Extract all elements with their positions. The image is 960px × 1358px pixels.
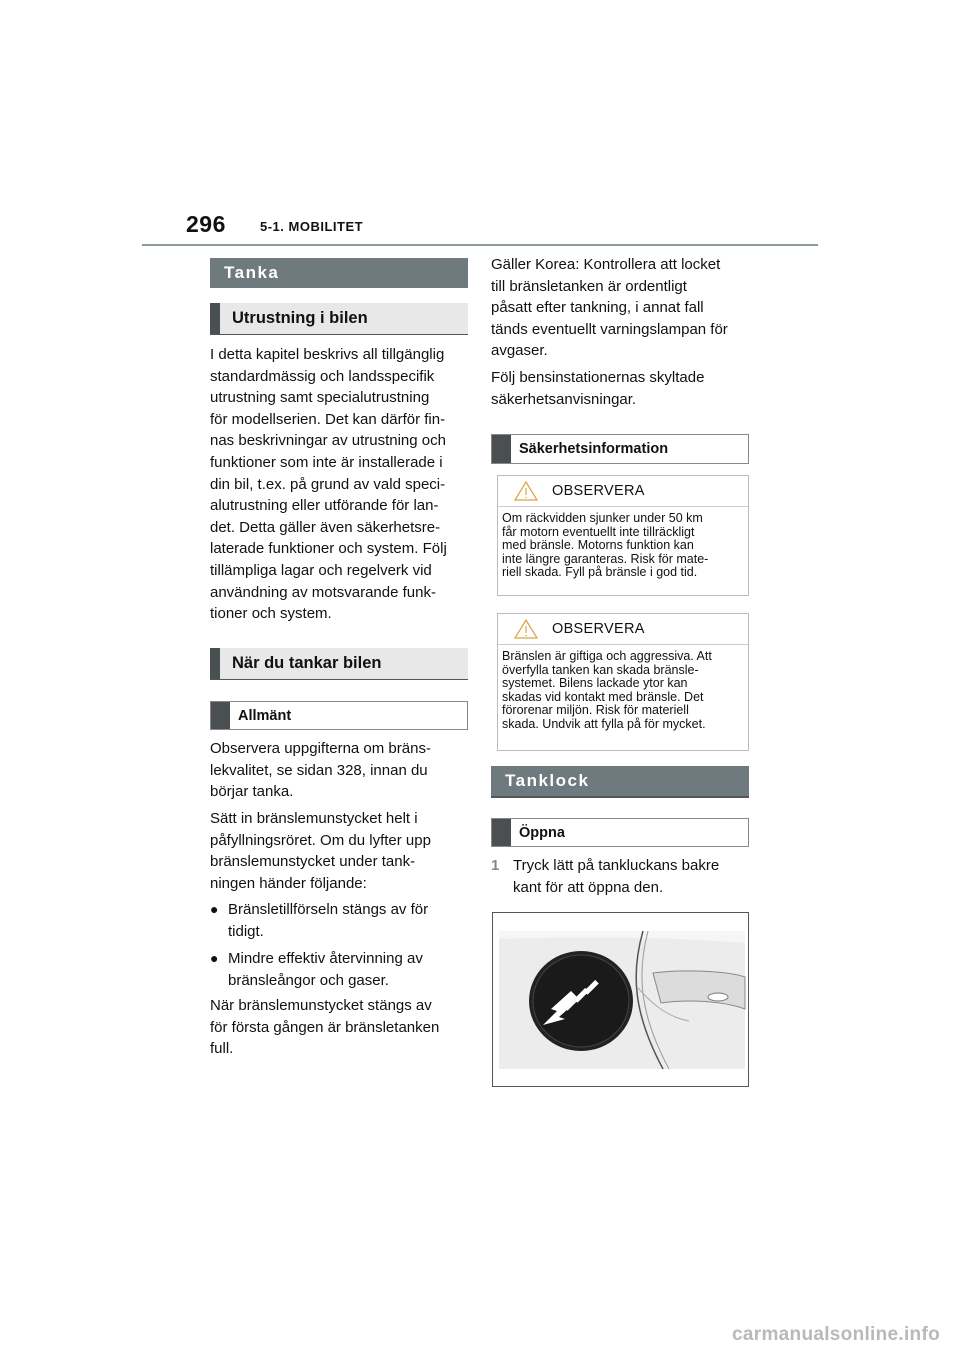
text-line: användning av motsvarande funk- <box>210 583 436 601</box>
text-line: laterade funktioner och system. Följ <box>210 540 447 558</box>
bullet-dot-icon: ● <box>210 950 219 967</box>
chapter-title: 5-1. MOBILITET <box>260 219 364 234</box>
text-line: får motorn eventuellt inte tillräckligt <box>502 524 695 539</box>
text-line: skada. Undvik att fylla på för mycket. <box>502 716 706 731</box>
text-line: med bränsle. Motorns funktion kan <box>502 538 694 552</box>
text-line: överfylla tanken kan skada bränsle- <box>502 662 699 677</box>
text-line: Följ bensinstationernas skyltade <box>491 369 705 386</box>
list-item <box>210 948 472 991</box>
text-line: bränsleångor och gaser. <box>228 971 389 989</box>
list-item <box>210 899 472 942</box>
text-line: ningen händer följande: <box>210 874 367 892</box>
text-line: för första gången är bränsletanken <box>210 1018 440 1036</box>
heading-underline <box>491 796 749 798</box>
text-line: Om räckvidden sjunker under 50 km <box>502 511 703 525</box>
text-line: tänds eventuellt varningslampan för <box>491 320 728 338</box>
warning-triangle-icon <box>514 619 538 639</box>
subheading-oppna <box>491 818 749 847</box>
general-paragraph-3 <box>210 995 472 1060</box>
text-line: nas beskrivningar av utrustning och <box>210 432 446 450</box>
section-heading-tanklock <box>491 766 749 796</box>
heading-marker <box>210 648 220 679</box>
subheading-allmant <box>210 701 468 730</box>
text-line: riell skada. Fyll på bränsle i god tid. <box>502 565 698 579</box>
bullet-dot-icon: ● <box>210 901 219 917</box>
text-line: påsatt efter tankning, i annat fall <box>491 299 704 317</box>
warning-text <box>498 507 748 580</box>
step-number: 1 <box>491 857 500 874</box>
fuel-flap-press-illustration-icon <box>493 913 749 1087</box>
subheading-sakerhet-label: Säkerhetsinformation <box>519 441 669 457</box>
text-line: avgaser. <box>491 342 548 360</box>
text-line: När bränslemunstycket stängs av <box>210 997 432 1014</box>
follow-paragraph <box>491 367 756 410</box>
general-paragraph-1 <box>210 738 472 803</box>
subheading-utrustning <box>210 303 468 335</box>
warning-header <box>498 476 748 506</box>
subheading-oppna-label: Öppna <box>519 824 565 841</box>
equipment-paragraph <box>210 344 472 625</box>
fuel-flap-figure <box>492 912 749 1087</box>
heading-marker <box>492 819 511 846</box>
text-line: utrustning samt specialutrustning <box>210 389 430 407</box>
text-line: inte längre garanteras. Risk för mate- <box>502 551 709 566</box>
warning-text <box>498 645 748 731</box>
text-line: skadas vid kontakt med bränsle. Det <box>502 689 704 704</box>
heading-marker <box>211 702 230 729</box>
section-heading-tanklock-label: Tanklock <box>505 771 590 790</box>
text-line: funktioner som inte är installerade i <box>210 453 443 471</box>
warning-box-2 <box>497 613 749 751</box>
text-line: börjar tanka. <box>210 783 294 801</box>
text-line: din bil, t.ex. på grund av vald speci- <box>210 475 446 493</box>
text-line: Bränsletillförseln stängs av för <box>228 901 429 918</box>
text-line: alutrustning eller utförande för lan- <box>210 497 439 515</box>
warning-box-1 <box>497 475 749 596</box>
text-line: Sätt in bränslemunstycket helt i <box>210 810 418 827</box>
text-line: säkerhetsanvisningar. <box>491 390 637 408</box>
text-line: Bränslen är giftiga och aggressiva. Att <box>502 649 712 663</box>
warning-triangle-icon <box>514 481 538 501</box>
subheading-tankar-bilen-label: När du tankar bilen <box>232 654 382 672</box>
warning-label: OBSERVERA <box>552 483 645 499</box>
subheading-utrustning-label: Utrustning i bilen <box>232 309 368 327</box>
text-line: systemet. Bilens lackade ytor kan <box>502 676 688 690</box>
heading-marker <box>492 435 511 463</box>
general-paragraph-2 <box>210 808 472 894</box>
text-line: lekvalitet, se sidan 328, innan du <box>210 761 428 779</box>
text-line: standardmässig och landsspecifik <box>210 367 435 385</box>
heading-marker <box>210 303 220 334</box>
text-line: tidigt. <box>228 922 264 940</box>
text-line: I detta kapitel beskrivs all tillgänglig <box>210 346 445 363</box>
text-line: påfyllningsröret. Om du lyfter upp <box>210 831 431 849</box>
watermark: carmanualsonline.info <box>732 1324 940 1345</box>
text-line: det. Detta gäller även säkerhetsre- <box>210 518 441 536</box>
warning-label: OBSERVERA <box>552 621 645 637</box>
text-line: förorenar miljön. Risk för materiell <box>502 703 689 717</box>
bullet-list <box>210 899 472 991</box>
text-line: Mindre effektiv återvinning av <box>228 950 423 968</box>
warning-header <box>498 614 748 644</box>
step-1 <box>491 855 756 898</box>
text-line: kant för att öppna den. <box>513 878 664 896</box>
text-line: Observera uppgifterna om bräns- <box>210 740 431 757</box>
subheading-sakerhet <box>491 434 749 464</box>
page-number: 296 <box>186 211 226 237</box>
text-line: Gäller Korea: Kontrollera att locket <box>491 256 721 273</box>
section-heading-tanka <box>210 258 468 288</box>
text-line: för modellserien. Det kan därför fin- <box>210 410 446 428</box>
korea-paragraph <box>491 254 756 362</box>
text-line: Tryck lätt på tankluckans bakre <box>513 857 720 874</box>
section-heading-tanka-label: Tanka <box>224 263 280 282</box>
text-line: full. <box>210 1040 234 1058</box>
header-divider <box>142 244 818 246</box>
text-line: tillämpliga lagar och regelverk vid <box>210 561 432 579</box>
text-line: tioner och system. <box>210 605 332 623</box>
subheading-allmant-label: Allmänt <box>238 707 292 724</box>
text-line: bränslemunstycket under tank- <box>210 853 416 871</box>
subheading-tankar-bilen <box>210 648 468 680</box>
text-line: till bränsletanken är ordentligt <box>491 277 687 295</box>
